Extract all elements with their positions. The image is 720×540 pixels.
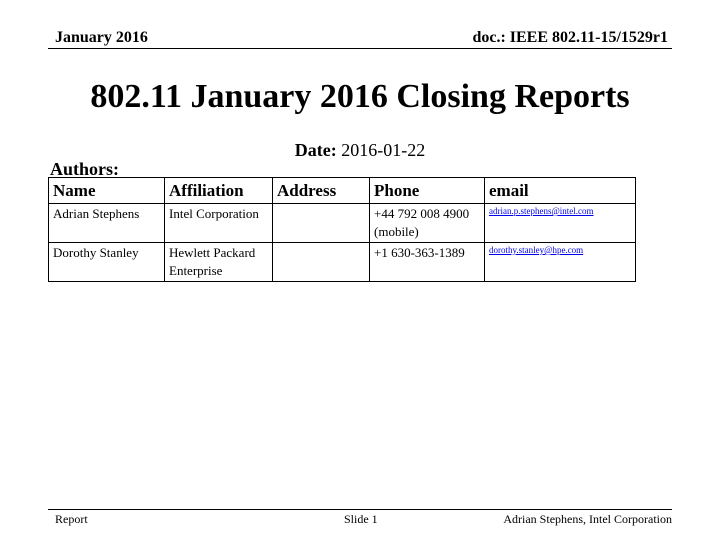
cell-address [273, 243, 370, 282]
cell-name: Dorothy Stanley [49, 243, 165, 282]
date-value: 2016-01-22 [341, 140, 426, 160]
header-doc-id: doc.: IEEE 802.11-15/1529r1 [472, 29, 668, 46]
footer-author: Adrian Stephens, Intel Corporation [503, 512, 672, 526]
email-link[interactable]: dorothy.stanley@hpe.com [489, 245, 584, 255]
col-header-name: Name [49, 178, 165, 204]
email-link[interactable]: adrian.p.stephens@intel.com [489, 206, 594, 216]
col-header-address: Address [273, 178, 370, 204]
footer-divider [48, 509, 672, 510]
table-header-row [49, 178, 636, 204]
cell-name: Adrian Stephens [49, 204, 165, 243]
cell-phone: +1 630-363-1389 [370, 243, 485, 282]
cell-address [273, 204, 370, 243]
footer-left: Report [55, 512, 88, 526]
date-label: Date: [294, 140, 337, 160]
header-divider [48, 48, 672, 49]
cell-email [485, 243, 636, 282]
cell-affiliation: Hewlett Packard Enterprise [165, 243, 273, 282]
cell-phone: +44 792 008 4900 (mobile) [370, 204, 485, 243]
table-row [49, 204, 636, 243]
authors-table [48, 177, 636, 282]
cell-affiliation: Intel Corporation [165, 204, 273, 243]
table-row [49, 243, 636, 282]
cell-email [485, 204, 636, 243]
authors-label: Authors: [50, 159, 120, 179]
col-header-email: email [485, 178, 636, 204]
slide-number: Slide 1 [344, 512, 378, 526]
col-header-phone: Phone [370, 178, 485, 204]
slide-title: 802.11 January 2016 Closing Reports [90, 78, 630, 115]
header-date: January 2016 [55, 29, 148, 46]
date-line [0, 140, 720, 161]
col-header-affiliation: Affiliation [165, 178, 273, 204]
